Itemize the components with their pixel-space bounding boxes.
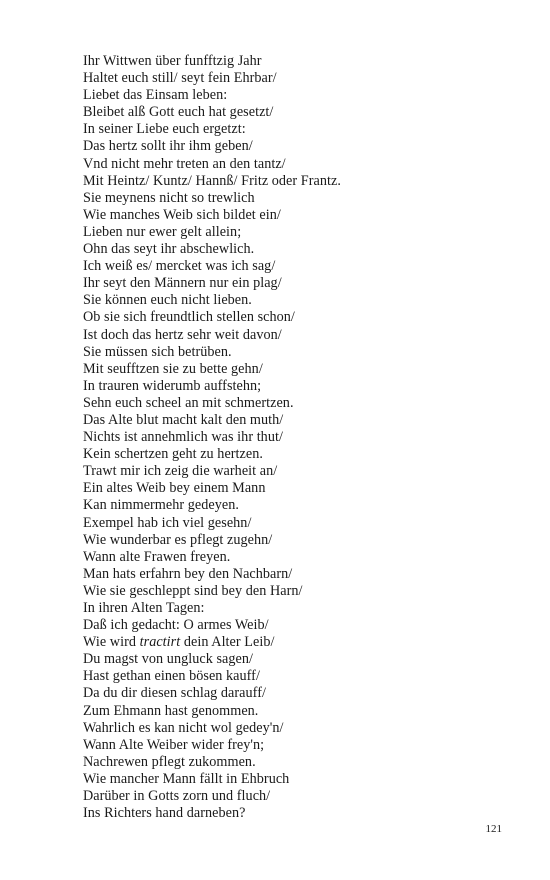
poem-line: Hast gethan einen bösen kauff/ — [83, 668, 260, 685]
poem-line: Kein schertzen geht zu hertzen. — [83, 446, 263, 463]
poem-line: Darüber in Gotts zorn und fluch/ — [83, 788, 271, 805]
poem-line: Mit seufftzen sie zu bette gehn/ — [83, 360, 263, 377]
poem-line-segment: Wie wird — [83, 634, 140, 651]
poem-line: Ist doch das hertz sehr weit davon/ — [83, 326, 282, 343]
poem-line: Ich weiß es/ mercket was ich sag/ — [83, 258, 276, 275]
poem-line: Sehn euch scheel an mit schmertzen. — [83, 394, 294, 411]
poem-line: Wann alte Frawen freyen. — [83, 548, 231, 565]
poem-line: In seiner Liebe euch ergetzt: — [83, 121, 246, 138]
poem-line: Zum Ehmann hast genommen. — [83, 702, 259, 719]
poem-line: In ihren Alten Tagen: — [83, 600, 205, 616]
poem-line: Sie meynens nicht so trewlich — [83, 189, 255, 206]
poem-line: Das Alte blut macht kalt den muth/ — [83, 411, 284, 428]
poem-line: Wie sie geschleppt sind bey den Harn/ — [83, 582, 303, 599]
poem-line: Nachrewen pflegt zukommen. — [83, 753, 256, 770]
poem-line-segment: dein Alter Leib/ — [180, 634, 275, 651]
poem-line: Sie müssen sich betrüben. — [83, 343, 232, 360]
poem-line: Wahrlich es kan nicht wol gedey'n/ — [83, 719, 284, 736]
poem-line: Bleibet alß Gott euch hat gesetzt/ — [83, 104, 274, 121]
poem-line: Das hertz sollt ihr ihm geben/ — [83, 138, 253, 155]
poem-line: Haltet euch still/ seyt fein Ehrbar/ — [83, 70, 277, 87]
page-number: 121 — [485, 823, 502, 835]
poem-line-italic-word: tractirt — [139, 634, 181, 651]
poem-line: Vnd nicht mehr treten an den tantz/ — [83, 155, 286, 172]
poem-line: In trauren widerumb auffstehn; — [83, 377, 262, 394]
poem-line: Wie wunderbar es pflegt zugehn/ — [83, 531, 273, 548]
poem-line: Man hats erfahrn bey den Nachbarn/ — [83, 565, 293, 582]
poem-line: Ihr Wittwen über funfftzig Jahr — [83, 53, 262, 69]
poem-line: Ein altes Weib bey einem Mann — [83, 480, 266, 497]
poem-line: Liebet das Einsam leben: — [83, 87, 228, 104]
poem-line: Du magst von ungluck sagen/ — [83, 651, 253, 668]
poem-line: Ihr seyt den Männern nur ein plag/ — [83, 275, 282, 292]
poem-line: Da du dir diesen schlag darauff/ — [83, 685, 266, 702]
poem-line — [83, 634, 483, 651]
poem-line: Exempel hab ich viel gesehn/ — [83, 514, 252, 531]
poem-line: Wann Alte Weiber wider frey'n; — [83, 736, 265, 753]
poem-line: Nichts ist annehmlich was ihr thut/ — [83, 429, 283, 446]
poem-text — [83, 53, 483, 822]
poem-line: Wie mancher Mann fällt in Ehbruch — [83, 770, 290, 787]
poem-line: Wie manches Weib sich bildet ein/ — [83, 206, 281, 223]
poem-line: Ob sie sich freundtlich stellen schon/ — [83, 309, 295, 326]
poem-line: Mit Heintz/ Kuntz/ Hannß/ Fritz oder Frantz. — [83, 172, 341, 189]
poem-line: Daß ich gedacht: O armes Weib/ — [83, 617, 269, 634]
poem-line: Kan nimmermehr gedeyen. — [83, 497, 239, 514]
poem-line: Lieben nur ewer gelt allein; — [83, 223, 242, 240]
poem-line: Ohn das seyt ihr abschewlich. — [83, 241, 255, 258]
poem-line: Trawt mir ich zeig die warheit an/ — [83, 463, 278, 480]
poem-line: Ins Richters hand darneben? — [83, 805, 246, 822]
poem-line: Sie können euch nicht lieben. — [83, 292, 252, 309]
